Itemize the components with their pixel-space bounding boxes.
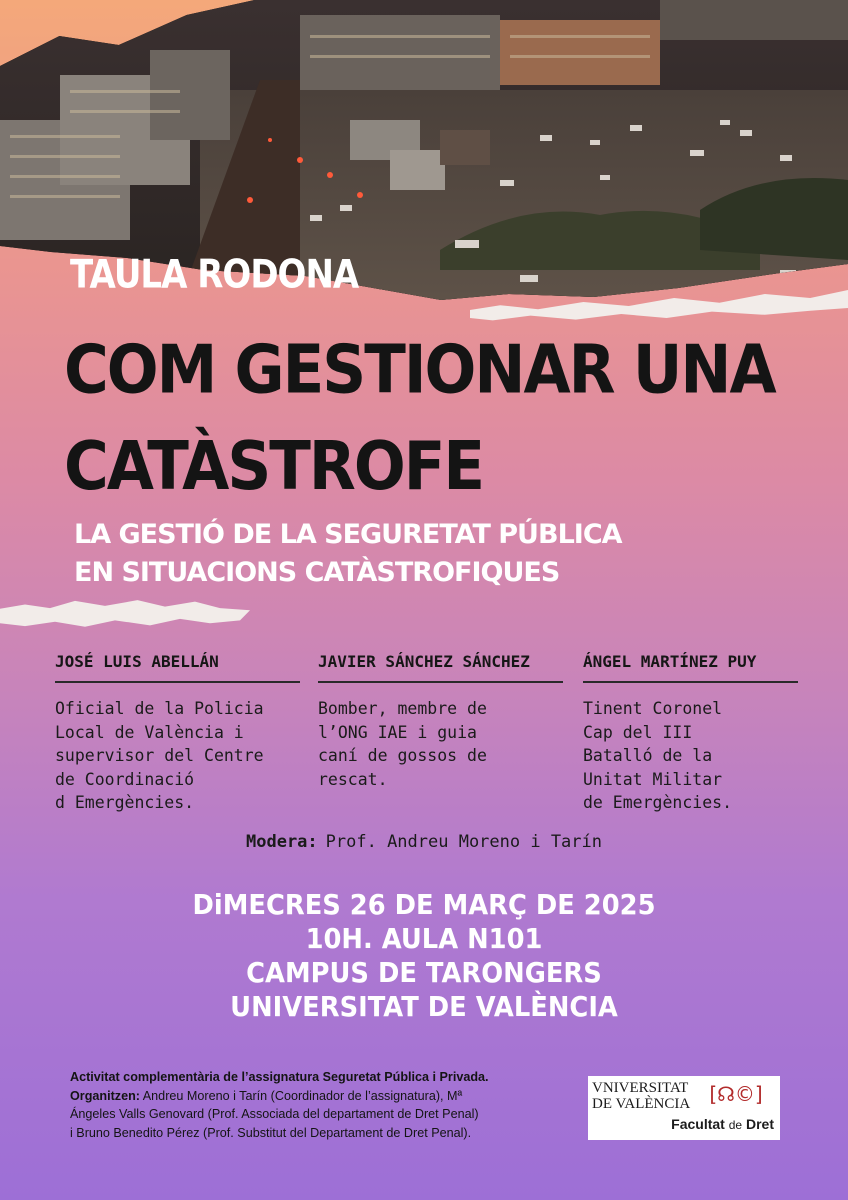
speaker-desc-line: rescat. [318,769,388,789]
event-time-room: 10H. AULA N101 [305,922,543,955]
university-wordmark [592,1080,702,1112]
subtitle-line-2: EN SITUACIONS CATÀSTROFIQUES [74,557,560,588]
speaker-desc-line: Bomber, membre de [318,699,487,718]
faculty-name [594,1116,774,1132]
speaker-desc-line: de Emergències. [583,793,733,812]
speaker-description [318,697,563,791]
subtitle [74,516,774,592]
speaker-desc-line: l’ONG IAE i guia [318,722,477,742]
university-wordmark-line: VNIVERSITAT [592,1080,689,1096]
speaker-name: JOSÉ LUIS ABELLÁN [55,652,300,683]
footer-credits [70,1068,570,1142]
moderator-label: Modera: [246,832,318,852]
speaker-desc-line: d Emergències. [55,793,195,812]
faculty-name-part: Facultat [671,1116,725,1132]
event-details [0,888,848,1024]
speaker-description [55,697,300,815]
footer-organizers-3: i Bruno Benedito Pérez (Prof. Substitut del Departament de Dret Penal). [70,1125,472,1140]
event-kicker: TAULA RODONA [70,252,359,298]
speaker-desc-line: Oficial de la Policia [55,699,264,718]
speaker-description [583,697,798,815]
speaker-desc-line: caní de gossos de [318,746,487,765]
speaker-desc-line: Batalló de la [583,746,713,765]
speaker-desc-line: Cap del III [583,722,693,742]
faculty-name-part: Dret [745,1116,774,1132]
faculty-name-part: de [728,1118,743,1132]
speaker-card [55,652,300,815]
speaker-card [583,652,798,815]
event-university: UNIVERSITAT DE VALÈNCIA [230,990,618,1023]
speaker-card [318,652,563,791]
footer-activity: Activitat complementària de l’assignatura Seguretat Pública i Privada. [70,1070,489,1084]
event-campus: CAMPUS DE TARONGERS [246,956,602,989]
speaker-desc-line: Unitat Militar [583,769,723,789]
event-date: DiMECRES 26 DE MARÇ DE 2025 [192,888,656,921]
moderator-name: Prof. Andreu Moreno i Tarín [325,832,602,852]
organizers-text: Andreu Moreno i Tarín (Coordinador de l’assignatura), Mª [142,1088,463,1103]
speaker-desc-line: Local de València i [55,722,244,742]
faculty-emblem-icon: [☊©] [709,1082,763,1106]
main-title [64,322,824,516]
university-wordmark-line: DE VALÈNCIA [592,1096,691,1112]
footer-organizers-1 [70,1087,570,1106]
main-title-line-1: COM GESTIONAR UNA [64,330,775,409]
speaker-desc-line: supervisor del Centre [55,746,264,765]
speaker-name: ÁNGEL MARTÍNEZ PUY [583,652,798,683]
moderator-line [0,832,848,852]
footer-organizers-2: Ángeles Valls Genovard (Prof. Associada del departament de Dret Penal) [70,1107,479,1121]
faculty-logo [588,1076,780,1140]
subtitle-line-1: LA GESTIÓ DE LA SEGURETAT PÚBLICA [74,519,622,550]
speaker-desc-line: de Coordinació [55,769,195,789]
speaker-desc-line: Tinent Coronel [583,699,723,718]
main-title-line-2: CATÀSTROFE [64,427,484,506]
organizers-label: Organitzen: [70,1088,140,1103]
paper-tear-left [0,598,250,634]
speaker-name: JAVIER SÁNCHEZ SÁNCHEZ [318,652,563,683]
